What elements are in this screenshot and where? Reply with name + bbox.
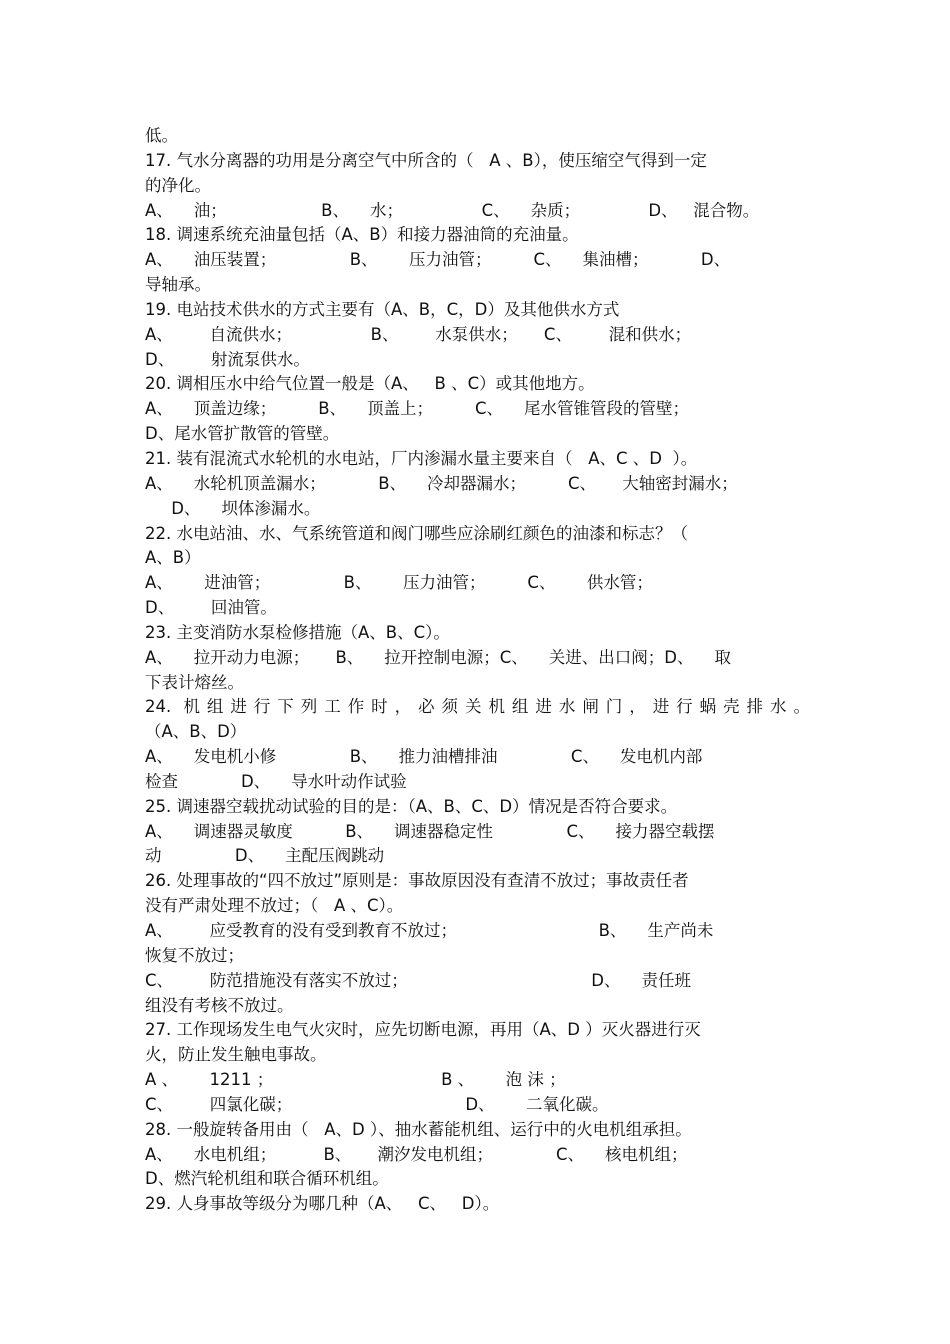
- question-17: 17. 气水分离器的功用是分离空气中所含的（ A 、B），使压缩空气得到一定: [145, 150, 707, 170]
- question-23: 23. 主变消防水泵检修措施（A、B、C）。: [145, 622, 450, 642]
- question-22: 22. 水电站油、水、气系统管道和阀门哪些应涂刷红颜色的油漆和标志？（: [145, 523, 688, 543]
- options-26-c-cont: 组没有考核不放过。: [145, 995, 294, 1015]
- options-21: A、 水轮机顶盖漏水； B、 冷却器漏水； C、 大轴密封漏水；: [145, 473, 738, 493]
- document-page: [145, 124, 810, 1217]
- question-24: 24. 机组进行下列工作时，必须关机组进水闸门，进行蜗壳排水。: [145, 697, 810, 717]
- question-26: 26. 处理事故的“四不放过”原则是：事故原因没有查清不放过；事故责任者: [145, 871, 689, 891]
- options-25-cont: 动 D、 主配压阀跳动: [145, 846, 385, 866]
- options-24-cont: 检查 D、 导水叶动作试验: [145, 771, 407, 791]
- options-28: A、 水电机组； B、 潮汐发电机组； C、 核电机组；: [145, 1144, 688, 1164]
- options-17: A、 油； B、 水； C、 杂质； D、 混合物。: [145, 200, 760, 220]
- question-27: 27. 工作现场发生电气火灾时，应先切断电源，再用（A、D ）灭火器进行灭: [145, 1020, 701, 1040]
- options-22: A、 进油管； B、 压力油管； C、 供水管；: [145, 573, 653, 593]
- question-28: 28. 一般旋转备用由（ A、D ）、抽水蓄能机组、运行中的火电机组承担。: [145, 1119, 692, 1139]
- question-25: 25. 调速器空载扰动试验的目的是：（A、B、C、D）情况是否符合要求。: [145, 796, 678, 816]
- question-24-cont: （A、B、D）: [145, 722, 247, 742]
- text-line-3: 的净化。: [145, 175, 211, 195]
- question-20: 20. 调相压水中给气位置一般是（A、 B 、C）或其他地方。: [145, 374, 595, 394]
- question-22-cont: A、B）: [145, 548, 201, 568]
- options-25: A、 调速器灵敏度 B、 调速器稳定性 C、 接力器空载摆: [145, 821, 715, 841]
- options-27-c: C、 四氯化碳； D、 二氧化碳。: [145, 1094, 609, 1114]
- options-24: A、 发电机小修 B、 推力油槽排油 C、 发电机内部: [145, 747, 703, 767]
- options-23-cont: 下表计熔丝。: [145, 672, 244, 692]
- question-29: 29. 人身事故等级分为哪几种（A、 C、 D）。: [145, 1194, 500, 1214]
- options-26-a: A、 应受教育的没有受到教育不放过； B、 生产尚未: [145, 921, 714, 940]
- options-23: A、 拉开动力电源； B、 拉开控制电源；C、 关进、出口阀；D、 取: [145, 647, 731, 667]
- options-20-cont: D、尾水管扩散管的管壁。: [145, 424, 340, 444]
- options-26-a-cont: 恢复不放过；: [145, 945, 244, 965]
- options-18: A、 油压装置； B、 压力油管； C、 集油槽； D、: [145, 250, 731, 270]
- question-27-cont: 火，防止发生触电事故。: [145, 1045, 327, 1065]
- options-19-cont: D、 射流泵供水。: [145, 349, 310, 369]
- question-19: 19. 电站技术供水的方式主要有（A、B，C，D）及其他供水方式: [145, 299, 620, 319]
- question-18: 18. 调速系统充油量包括（A、B）和接力器油筒的充油量。: [145, 225, 579, 245]
- options-26-c: C、 防范措施没有落实不放过； D、 责任班: [145, 970, 691, 990]
- question-21: 21. 装有混流式水轮机的水电站，厂内渗漏水量主要来自（ A、C 、D ）。: [145, 448, 698, 468]
- options-22-cont: D、 回油管。: [145, 598, 277, 618]
- options-18-cont: 导轴承。: [145, 275, 211, 295]
- options-20: A、 顶盖边缘； B、 顶盖上； C、 尾水管锥管段的管壁；: [145, 399, 689, 419]
- text-line-1: 低。: [145, 126, 178, 145]
- options-19: A、 自流供水； B、 水泵供水； C、 混和供水；: [145, 324, 692, 344]
- options-28-cont: D、燃汽轮机组和联合循环机组。: [145, 1169, 389, 1189]
- options-27-a: A 、 1211 ； B 、 泡 沫 ；: [145, 1070, 566, 1090]
- options-21-cont: D、 坝体渗漏水。: [145, 498, 321, 518]
- question-26-cont: 没有严肃处理不放过；（ A 、C）。: [145, 896, 404, 916]
